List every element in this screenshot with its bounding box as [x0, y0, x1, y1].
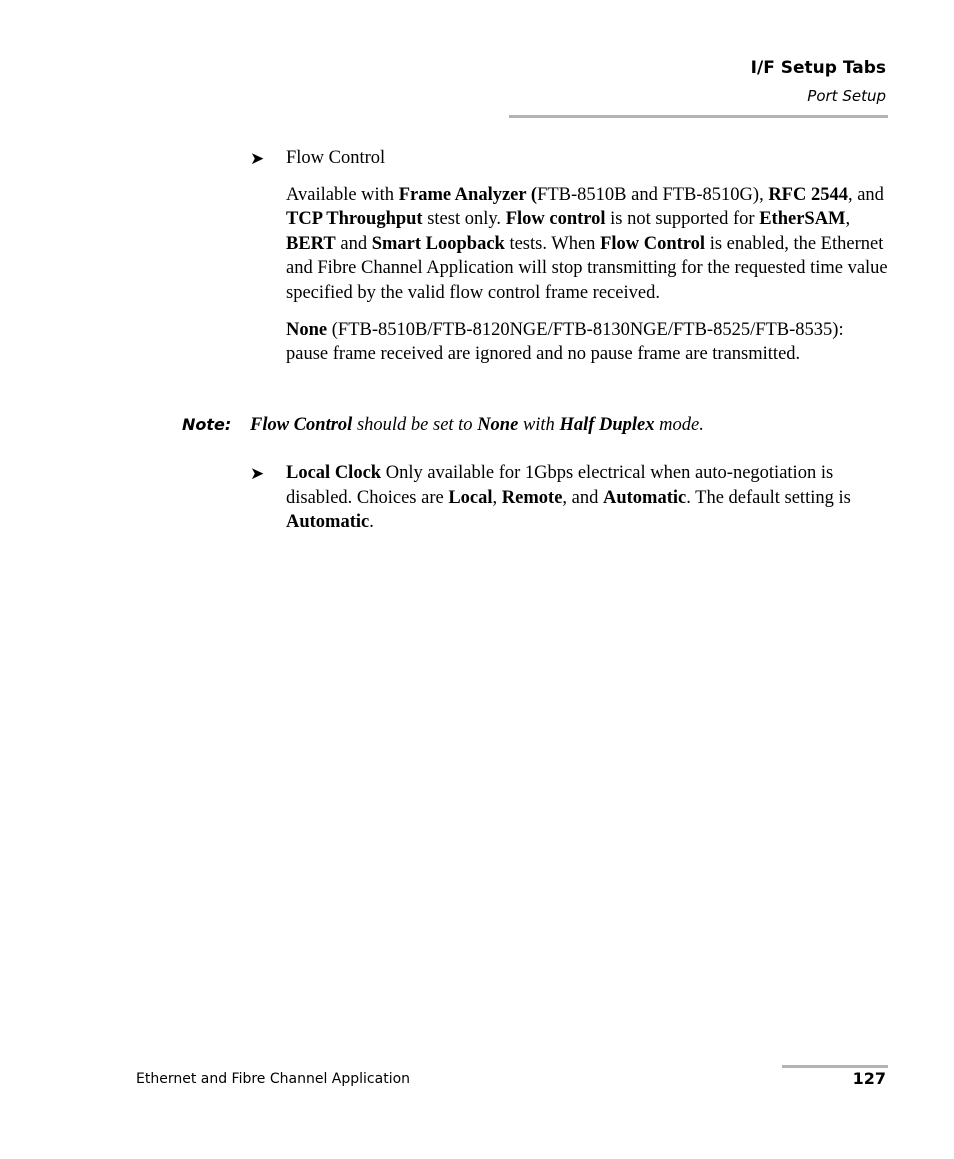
local-clock-paragraph: Local Clock Only available for 1Gbps electrical when auto-negotiation is disabled. Choices are Local, Remote, and Automatic. The default setting is Automatic. — [286, 463, 851, 533]
running-header-title: I/F Setup Tabs — [750, 58, 886, 78]
page-number: 127 — [852, 1069, 886, 1088]
header-rule — [509, 115, 888, 118]
flow-control-paragraph: Available with Frame Analyzer (FTB-8510B and FTB-8510G), RFC 2544, and TCP Throughput stest only. Flow control is not supported for EtherSAM, BERT and Smart Loopback tests. When Flow Control is enabled, the Ethernet and Fibre Channel Application will stop transmitting for the requested time value specified by the valid flow control frame received. — [286, 184, 888, 303]
flow-control-heading: Flow Control — [286, 148, 386, 168]
footer-rule — [782, 1065, 888, 1068]
flow-control-none-paragraph: None (FTB-8510B/FTB-8120NGE/FTB-8130NGE/FTB-8525/FTB-8535): pause frame received are ignored and no pause frame are transmitted. — [286, 319, 844, 365]
bullet-arrow-icon: ➤ — [250, 149, 265, 168]
note-text: Flow Control should be set to None with Half Duplex mode. — [250, 415, 704, 435]
bullet-arrow-icon: ➤ — [250, 464, 265, 483]
flow-control-section — [286, 146, 890, 367]
note-label: Note: — [182, 415, 232, 434]
running-header-subtitle: Port Setup — [807, 87, 886, 105]
local-clock-section — [286, 461, 890, 535]
footer-document-title: Ethernet and Fibre Channel Application — [136, 1071, 411, 1087]
note — [182, 413, 902, 438]
